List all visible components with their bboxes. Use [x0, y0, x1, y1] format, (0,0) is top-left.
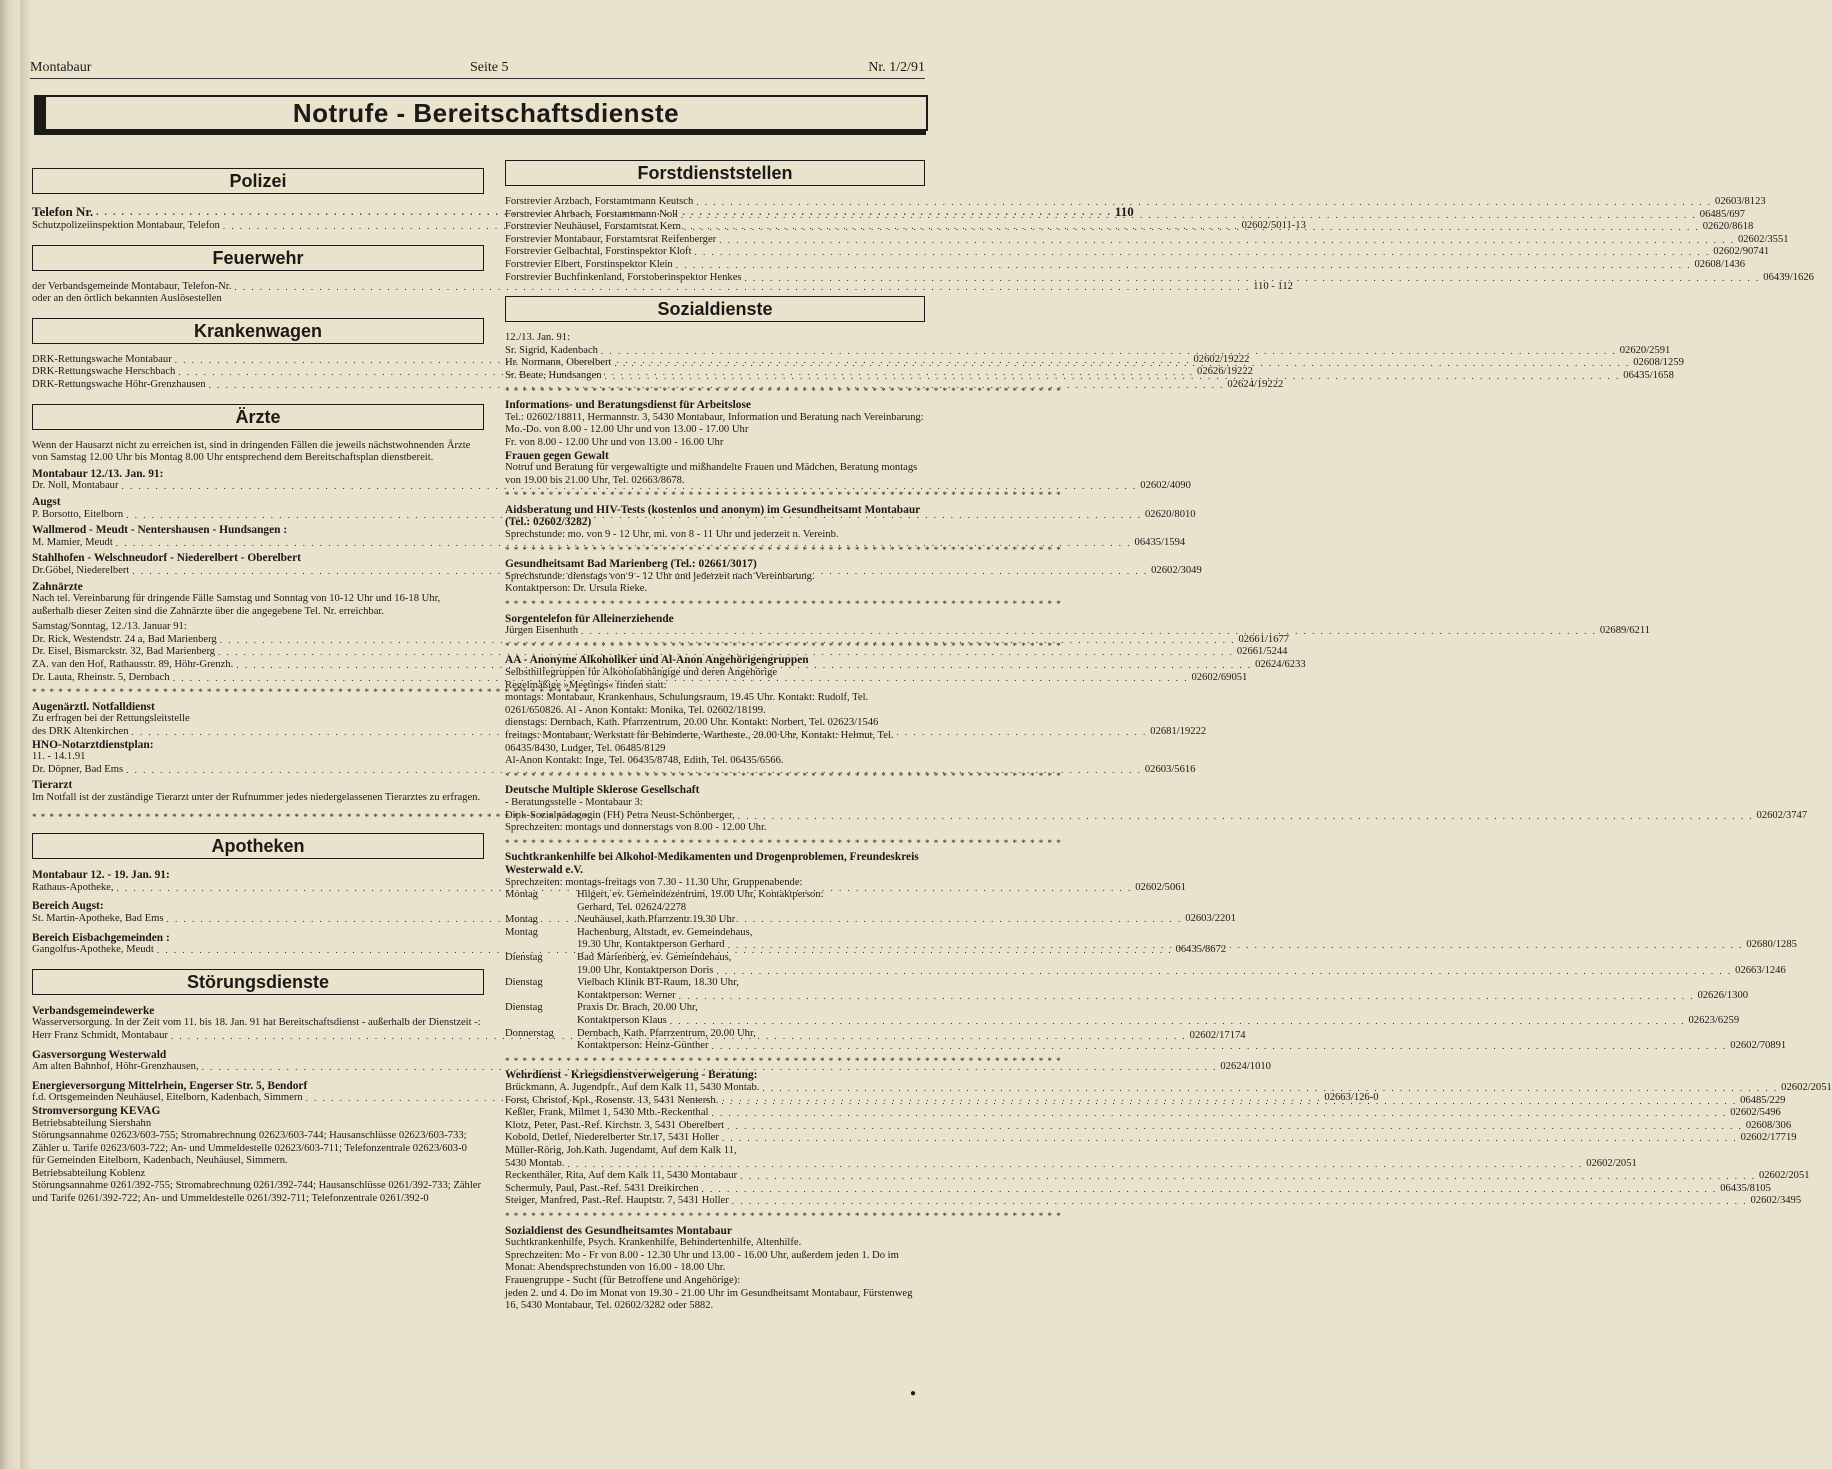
- sozial-row: Sr. Sigrid, Kadenbach . . . 02620/2591: [505, 345, 925, 358]
- star-divider: * * * * * * * * * * * * * * * * * * * * * * * * * * * * * * * * * * * * * * * * * * * * * * * * * * * * * * * * * * * * * * * *: [32, 687, 589, 698]
- apotheken-row: Gangolfus-Apotheke, Meudt . . . 06435/8672: [32, 944, 484, 957]
- aa-line: Selbsthilfegruppen für Alkoholabhängige und deren Angehörige: [505, 667, 778, 678]
- kevag-line: Betriebsabteilung Koblenz: [32, 1167, 146, 1179]
- star-divider: * * * * * * * * * * * * * * * * * * * * * * * * * * * * * * * * * * * * * * * * * * * * * * * * * * * * * * * * * * * * * * * *: [505, 1055, 1062, 1066]
- polizei-row: Schutzpolizeiinspektion Montabaur, Telefon . . . 02602/5011-13: [32, 220, 484, 233]
- section-feuerwehr: Feuerwehr: [32, 245, 484, 271]
- polizei-row: Telefon Nr. . . . 110: [32, 204, 484, 220]
- sucht-entry: Dienstag Praxis Dr. Brach, 20.00 Uhr, Kontaktperson Klaus . . . 02623/6259: [505, 1002, 925, 1027]
- allein-row: Jürgen Eisenhuth . . . 02689/6211: [505, 625, 925, 638]
- aerzte-heading: Stahlhofen - Welschneudorf - Niederelbert - Oberelbert: [32, 552, 301, 565]
- zahn-row: ZA. van den Hof, Rathausstr. 89, Höhr-Grenzh. . . . 02624/6233: [32, 659, 484, 672]
- apotheken-heading: Bereich Eisbachgemeinden :: [32, 931, 170, 944]
- aerzte-row: P. Borsotto, Eitelborn . . . 02620/8010: [32, 509, 484, 522]
- aa-line: montags: Montabaur, Krankenhaus, Schulungsraum, 19.45 Uhr. Kontakt: Rudolf, Tel. 0261/650826. Al - Anon Kontakt: Monika, Tel. 02602/18199.: [505, 692, 869, 716]
- arbeitslose-time: Fr. von 8.00 - 12.00 Uhr und von 13.00 - 16.00 Uhr: [505, 436, 724, 448]
- aerzte-intro: Wenn der Hausarzt nicht zu erreichen ist, sind in dringenden Fällen die jeweils nächstwohnenden Ärzte von Samstag 12.00 Uhr bis Montag 8.00 Uhr entsprechend dem Bereitschaftsplan dienstbereit.: [32, 439, 471, 464]
- section-polizei: Polizei: [32, 168, 484, 194]
- section-forst: Forstdienststellen: [505, 160, 925, 186]
- aerzte-row: Dr.Göbel, Niederelbert . . . 02602/3049: [32, 565, 484, 578]
- wehr-row: Schermuly, Paul, Past.-Ref. 5431 Dreikirchen . . . 06435/8105: [505, 1183, 925, 1196]
- end-bullet-icon: ●: [910, 1388, 917, 1399]
- star-divider: * * * * * * * * * * * * * * * * * * * * * * * * * * * * * * * * * * * * * * * * * * * * * * * * * * * * * * * * * * * * * * * *: [505, 640, 1062, 651]
- wehr-row: Keßler, Frank, Milmet 1, 5430 Mtb.-Reckenthal . . . 02602/5496: [505, 1107, 925, 1120]
- header-issue: Nr. 1/2/91: [868, 60, 925, 75]
- zahn-date: Samstag/Sonntag, 12./13. Januar 91:: [32, 621, 187, 633]
- forst-row: Forstrevier Ahrbach, Forstamtmann Noll . . . 06485/697: [505, 209, 925, 222]
- ga-line: Sprechstunde: dienstags von 9 - 12 Uhr und jederzeit nach Vereinbarung.: [505, 570, 815, 582]
- wehr-row: Reckenthäler, Rita, Auf dem Kalk 11, 5430 Montabaur . . . 02602/2051: [505, 1170, 925, 1183]
- aa-line: dienstags: Dernbach, Kath. Pfarrzentrum, 20.00 Uhr. Kontakt: Norbert, Tel. 02623/1546: [505, 717, 879, 729]
- wehr-heading: Wehrdienst - Kriegsdienstverweigerung - Beratung:: [505, 1069, 758, 1082]
- em-row: f.d. Ortsgemeinden Neuhäusel, Eitelborn, Kadenbach, Simmern . . . 02663/126-0: [32, 1092, 484, 1105]
- sg-heading: Sozialdienst des Gesundheitsamtes Montabaur: [505, 1224, 732, 1237]
- aa-line: Regelmäßige »Meetings« finden statt:: [505, 679, 667, 691]
- tier-heading: Tierarzt: [32, 779, 73, 792]
- sg-line: jeden 2. und 4. Do im Monat von 19.30 - 21.00 Uhr im Gesundheitsamt Montabaur, Fürstenweg 16, 5430 Montabaur, Tel. 02602/3282 oder 5882.: [505, 1287, 913, 1312]
- aerzte-heading: Wallmerod - Meudt - Nentershausen - Hundsangen :: [32, 524, 288, 537]
- ms-line: Sprechzeiten: montags und donnerstags von 8.00 - 12.00 Uhr.: [505, 822, 767, 834]
- sg-line: Suchtkrankenhilfe, Psych. Krankenhilfe, Behindertenhilfe, Altenhilfe.: [505, 1237, 802, 1249]
- sg-line: Sprechzeiten: Mo - Fr von 8.00 - 12.30 Uhr und 13.00 - 16.00 Uhr, außerdem jeden 1. Do im Monat: Abendsprechstunden von 16.00 - 18.00 Uhr.: [505, 1249, 899, 1274]
- star-divider: * * * * * * * * * * * * * * * * * * * * * * * * * * * * * * * * * * * * * * * * * * * * * * * * * * * * * * * * * * * * * * * *: [505, 599, 1062, 610]
- apotheken-row: St. Martin-Apotheke, Bad Ems . . . 02603/2201: [32, 913, 484, 926]
- aerzte-heading: Montabaur 12./13. Jan. 91:: [32, 467, 164, 480]
- aerzte-row: M. Mamier, Meudt . . . 06435/1594: [32, 537, 484, 550]
- frauen-heading: Frauen gegen Gewalt: [505, 449, 609, 462]
- vg-heading: Verbandsgemeindewerke: [32, 1004, 155, 1017]
- star-divider: * * * * * * * * * * * * * * * * * * * * * * * * * * * * * * * * * * * * * * * * * * * * * * * * * * * * * * * * * * * * * * * *: [32, 811, 589, 822]
- zahn-text: Nach tel. Vereinbarung für dringende Fälle Samstag und Sonntag von 10-12 Uhr und 16-18 Uhr, außerhalb dieser Zeiten sind die Zahnärzte über die angegebene Tel. Nr. erreichbar.: [32, 593, 441, 617]
- arbeitslose-text: Tel.: 02602/18811, Hermannstr. 3, 5430 Montabaur, Information und Beratung nach Vereinbarung:: [505, 411, 924, 423]
- aerzte-heading: Augst: [32, 495, 61, 508]
- aa-heading: AA - Anonyme Alkoholiker und Al-Anon Angehörigengruppen: [505, 654, 809, 667]
- wehr-row: 5430 Montab. . . . 02602/2051: [505, 1158, 925, 1171]
- ga-line: Kontaktperson: Dr. Ursula Rieke.: [505, 583, 648, 595]
- sozial-row: Hr. Normann, Oberelbert . . . 02608/1259: [505, 357, 925, 370]
- augen-text: Zu erfragen bei der Rettungsleitstelle: [32, 713, 190, 725]
- wehr-row: Klotz, Peter, Past.-Ref. Kirchstr. 3, 5431 Oberelbert . . . 02608/306: [505, 1120, 925, 1133]
- header-place: Montabaur: [30, 60, 92, 75]
- zahn-row: Dr. Eisel, Bismarckstr. 32, Bad Marienberg . . . 02661/5244: [32, 646, 484, 659]
- star-divider: * * * * * * * * * * * * * * * * * * * * * * * * * * * * * * * * * * * * * * * * * * * * * * * * * * * * * * * * * * * * * * * *: [505, 490, 1062, 501]
- section-aerzte: Ärzte: [32, 404, 484, 430]
- augen-row: des DRK Altenkirchen . . . 02681/19222: [32, 726, 484, 739]
- em-heading: Energieversorgung Mittelrhein, Engerser Str. 5, Bendorf: [32, 1079, 308, 1092]
- sucht-entry: Dienstag Vielbach Klinik BT-Raum, 18.30 Uhr, Kontaktperson: Werner . . . 02626/1300: [505, 977, 925, 1002]
- star-divider: * * * * * * * * * * * * * * * * * * * * * * * * * * * * * * * * * * * * * * * * * * * * * * * * * * * * * * * * * * * * * * * *: [505, 1210, 1062, 1221]
- forst-row: Forstrevier Montabaur, Forstamtsrat Reifenberger . . . 02602/3551: [505, 234, 925, 247]
- gas-row: Am alten Bahnhof, Höhr-Grenzhausen, . . . 02624/1010: [32, 1061, 484, 1074]
- kevag-line: Betriebsabteilung Siershahn: [32, 1117, 152, 1129]
- aerzte-row: Dr. Noll, Montabaur . . . 02602/4090: [32, 480, 484, 493]
- sucht-entry: Donnerstag Dernbach, Kath. Pfarrzentrum, 20.00 Uhr, Kontaktperson: Heinz-Günther . . . 02602/70891: [505, 1028, 925, 1053]
- allein-heading: Sorgentelefon für Alleinerziehende: [505, 612, 674, 625]
- forst-row: Forstrevier Neuhäusel, Forstamtsrat Kern . . . 02620/8618: [505, 221, 925, 234]
- ms-heading: Deutsche Multiple Sklerose Gesellschaft: [505, 784, 700, 797]
- section-apotheken: Apotheken: [32, 833, 484, 859]
- zahn-heading: Zahnärzte: [32, 580, 83, 593]
- kevag-line: für Gemeinden Eitelborn, Kadenbach, Neuhäusel, Simmern.: [32, 1155, 288, 1167]
- star-divider: * * * * * * * * * * * * * * * * * * * * * * * * * * * * * * * * * * * * * * * * * * * * * * * * * * * * * * * * * * * * * * * *: [505, 544, 1062, 555]
- ms-row: Dipl.-Sozialpädagogin (FH) Petra Neust-Schönberger, . . . 02602/3747: [505, 810, 925, 823]
- vg-text: Wasserversorgung. In der Zeit vom 11. bis 18. Jan. 91 hat Bereitschaftsdienst - außerhalb der Dienstzeit -:: [32, 1017, 481, 1029]
- aids-text: Sprechstunde: mo. von 9 - 12 Uhr, mi. von 8 - 11 Uhr und jederzeit n. Vereinb.: [505, 529, 839, 541]
- sucht-entry: Dienstag Bad Marienberg, ev. Gemeindehaus, 19.00 Uhr, Kontaktperson Doris . . . 02663/1246: [505, 952, 925, 977]
- sg-line: Frauengruppe - Sucht (für Betroffene und Angehörige):: [505, 1274, 741, 1286]
- aids-heading: Aidsberatung und HIV-Tests (kostenlos und anonym) im Gesundheitsamt Montabaur (Tel.: 02602/3282): [505, 503, 920, 529]
- tier-text: Im Notfall ist der zuständige Tierarzt unter der Rufnummer jedes niedergelassenen Tierarztes zu erfragen.: [32, 792, 481, 803]
- forst-row: Forstrevier Elbert, Forstinspektor Klein . . . 02608/1436: [505, 259, 925, 272]
- section-stoerungsdienste: Störungsdienste: [32, 969, 484, 995]
- star-divider: * * * * * * * * * * * * * * * * * * * * * * * * * * * * * * * * * * * * * * * * * * * * * * * * * * * * * * * * * * * * * * * *: [505, 837, 1062, 848]
- hno-date: 11. - 14.1.91: [32, 751, 86, 763]
- sucht-entry: Montag Hachenburg, Altstadt, ev. Gemeindehaus, 19.30 Uhr, Kontaktperson Gerhard . . . 02680/1285: [505, 927, 925, 952]
- wehr-line: Müller-Rörig, Joh.Kath. Jugendamt, Auf dem Kalk 11,: [505, 1144, 737, 1156]
- ga-heading: Gesundheitsamt Bad Marienberg (Tel.: 02661/3017): [505, 558, 757, 571]
- zahn-row: Dr. Rick, Westendstr. 24 a, Bad Marienberg . . . 02661/1677: [32, 634, 484, 647]
- section-krankenwagen: Krankenwagen: [32, 318, 484, 344]
- star-divider: * * * * * * * * * * * * * * * * * * * * * * * * * * * * * * * * * * * * * * * * * * * * * * * * * * * * * * * * * * * * * * * *: [505, 770, 1062, 781]
- gas-heading: Gasversorgung Westerwald: [32, 1048, 167, 1061]
- sucht-entry: Montag Neuhäusel, kath.Pfarrzentr.19.30 Uhr: [505, 914, 736, 926]
- apotheken-heading: Bereich Augst:: [32, 900, 104, 913]
- sozial-date: 12./13. Jan. 91:: [505, 332, 571, 344]
- ms-line: - Beratungsstelle - Montabaur 3:: [505, 796, 643, 808]
- sucht-intro: Sprechzeiten: montags-freitags von 7.30 - 11.30 Uhr, Gruppenabende:: [505, 876, 803, 888]
- zahn-row: Dr. Lauta, Rheinstr. 5, Dernbach . . . 02602/69051: [32, 672, 484, 685]
- banner: [34, 95, 926, 135]
- augen-heading: Augenärztl. Notfalldienst: [32, 700, 155, 713]
- wehr-row: Forst, Christof, Kpl., Rosenstr. 13, 5431 Nentersh. . . . 06485/229: [505, 1095, 925, 1108]
- krankenwagen-row: DRK-Rettungswache Höhr-Grenzhausen . . . 02624/19222: [32, 379, 484, 392]
- sucht-entry: Montag Hilgert, ev. Gemeindezentrum, 19.00 Uhr, Kontaktperson: Gerhard, Tel. 02624/2278: [505, 889, 824, 913]
- wehr-row: Brückmann, A. Jugendpfr., Auf dem Kalk 11, 5430 Montab. . . . 02602/2051: [505, 1082, 925, 1095]
- kevag-heading: Stromversorgung KEVAG: [32, 1104, 161, 1117]
- page-header: [30, 60, 925, 79]
- krankenwagen-row: DRK-Rettungswache Herschbach . . . 02626/19222: [32, 366, 484, 379]
- forst-row: Forstrevier Gelbachtal, Forstinspektor Kloft . . . 02602/90741: [505, 246, 925, 259]
- arbeitslose-heading: Informations- und Beratungsdienst für Arbeitslose: [505, 399, 751, 412]
- section-sozialdienste: Sozialdienste: [505, 296, 925, 322]
- header-page: Seite 5: [470, 60, 509, 75]
- apotheken-row: Rathaus-Apotheke, . . . 02602/5061: [32, 882, 484, 895]
- forst-row: Forstrevier Arzbach, Forstamtmann Keutsch . . . 02603/8123: [505, 196, 925, 209]
- aa-line: freitags: Montabaur, Werkstatt für Behinderte, Wartheste., 20.00 Uhr, Kontakt: Helmut, Tel. 06435/8430, Ludger, Tel. 06485/8129: [505, 729, 894, 754]
- vg-row: Herr Franz Schmidt, Montabaur . . . 02602/17174: [32, 1030, 484, 1043]
- krankenwagen-row: DRK-Rettungswache Montabaur . . . 02602/19222: [32, 354, 484, 367]
- star-divider: * * * * * * * * * * * * * * * * * * * * * * * * * * * * * * * * * * * * * * * * * * * * * * * * * * * * * * * * * * * * * * * *: [505, 385, 1062, 396]
- apotheken-heading: Montabaur 12. - 19. Jan. 91:: [32, 869, 170, 882]
- wehr-row: Steiger, Manfred, Past.-Ref. Hauptstr. 7, 5431 Holler . . . 02602/3495: [505, 1195, 925, 1208]
- aa-line: Al-Anon Kontakt: Inge, Tel. 06435/8748, Edith, Tel. 06435/6566.: [505, 755, 784, 767]
- arbeitslose-time: Mo.-Do. von 8.00 - 12.00 Uhr und von 13.00 - 17.00 Uhr: [505, 424, 749, 436]
- feuerwehr-row: der Verbandsgemeinde Montabaur, Telefon-Nr. . . . 110 - 112: [32, 281, 484, 294]
- forst-row: Forstrevier Buchfinkenland, Forstoberinspektor Henkes . . . 06439/1626: [505, 272, 925, 285]
- page-binding-shadow: [20, 0, 32, 1469]
- hno-row: Dr. Döpner, Bad Ems . . . 02603/5616: [32, 764, 484, 777]
- page-binding-edge: [0, 0, 20, 1469]
- banner-title: Notrufe - Bereitschaftsdienste: [44, 95, 928, 131]
- hno-heading: HNO-Notarztdienstplan:: [32, 738, 154, 751]
- sozial-row: Sr. Beate, Hundsangen . . . 06435/1658: [505, 370, 925, 383]
- wehr-row: Kobold, Detlef, Niederelberter Str.17, 5431 Holler . . . 02602/17719: [505, 1132, 925, 1145]
- kevag-line: Störungsannahme 02623/603-755; Stromabrechnung 02623/603-744; Hausanschlüsse 02623/603-733; Zähler u. Tarife 02623/603-722; An- und Ummeldestelle 02623/603-711; Telefonzentrale 02623/603-0: [32, 1130, 467, 1154]
- sucht-heading: Suchtkrankenhilfe bei Alkohol-Medikamenten und Drogenproblemen, Freundeskreis Westerwald e.V.: [505, 851, 919, 876]
- kevag-line: Störungsannahme 0261/392-755; Stromabrechnung 0261/392-744; Hausanschlüsse 0261/392-733; Zähler und Tarife 0261/392-722; An- und Ummeldestelle 0261/392-711; Telefonzentrale 0261/392-0: [32, 1180, 481, 1205]
- frauen-text: Notruf und Beratung für vergewaltigte und mißhandelte Frauen und Mädchen, Beratung montags von 19.00 bis 21.00 Uhr, Tel. 02663/8678.: [505, 462, 918, 486]
- feuerwehr-note: oder an den örtlich bekannten Auslösestellen: [32, 293, 222, 305]
